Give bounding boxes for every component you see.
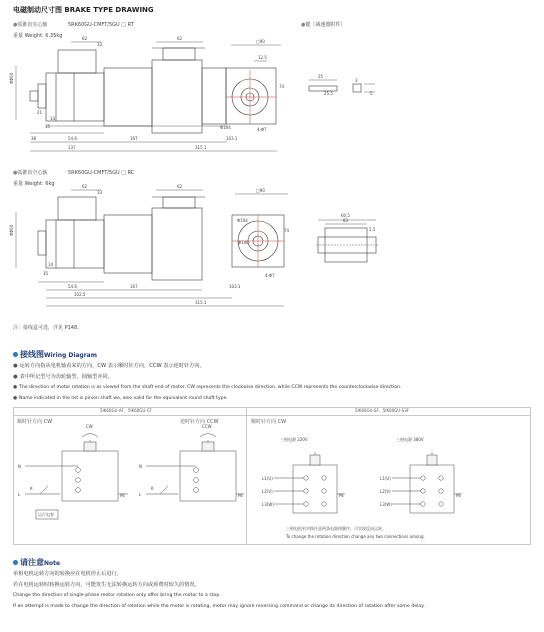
dim2-605: 60.5 bbox=[341, 213, 350, 218]
wiring-table bbox=[13, 407, 531, 545]
dim-phi104: Φ104 bbox=[220, 125, 231, 130]
dim2-14: 14 bbox=[48, 262, 54, 267]
key-dim-25: 25 bbox=[318, 74, 324, 79]
drawing2-weight: 重量 Weight: 6kg bbox=[13, 181, 55, 187]
dim2-1025: 102.5 bbox=[74, 292, 86, 297]
dim2-546: 54.6 bbox=[68, 284, 77, 289]
drawing2-model: 5RK60GU-CMFT/5GU □ RC bbox=[68, 170, 135, 176]
wiring-note-2: ● 表中所记型号为齿轮轴型，圆轴型亦同。 bbox=[13, 374, 113, 380]
term-l: L bbox=[18, 492, 21, 497]
dim2-33: 33 bbox=[97, 190, 103, 195]
wiring-left-header: 5IK60GU-AF、5IK60GU-CF bbox=[100, 408, 152, 413]
dim2-phi60: ΦΦ60 bbox=[9, 224, 14, 236]
caution-line-4: If an attempt is made to change the direction of rotation while the motor is rotating, motor may ignore reversing command or change its direction of rotation after some delay. bbox=[13, 604, 425, 609]
wiring-ccw-label: 逆时针方向 CCW bbox=[180, 419, 219, 425]
key-dim-5: 5 bbox=[370, 91, 373, 96]
dim2-62a: 62 bbox=[82, 184, 88, 189]
drawing1-output-flange bbox=[226, 68, 276, 124]
dim-1031: 103.1 bbox=[226, 136, 238, 141]
drawing2-label: ●弧锥齿空心轴 bbox=[13, 170, 48, 176]
dim-546: 54.6 bbox=[68, 136, 77, 141]
dim2-phi148: Φ148 bbox=[238, 240, 249, 245]
wiring-table-column-divider bbox=[246, 407, 247, 545]
phase-term-l2-380: L2(V) bbox=[380, 489, 391, 494]
term-l-ccw: L bbox=[139, 492, 142, 497]
dim2-74: 74 bbox=[284, 228, 290, 233]
term-n: N bbox=[18, 464, 21, 469]
dim-125: 12.5 bbox=[258, 55, 267, 60]
wiring-note-4: ● Name indicated in the list is pinion shaft we, also valid for the equivalent round shaft type. bbox=[13, 396, 228, 401]
caution-heading: 请注意Note bbox=[13, 559, 60, 567]
pe-ccw: PE bbox=[238, 493, 243, 498]
dim-35: 35 bbox=[45, 124, 51, 129]
dim2-62b: 62 bbox=[177, 184, 183, 189]
drawing1-model: 5RK60GU-CMFT/5GU □ RT bbox=[68, 22, 134, 28]
wiring-right-header: 5IK60GU-SF、5IK60GU-S3F bbox=[355, 408, 410, 413]
section-bullet-icon bbox=[13, 352, 18, 357]
phase-term-l1-380: L1(U) bbox=[380, 476, 391, 481]
three-phase-220-label: 三相电源 220V bbox=[280, 437, 308, 442]
phase-term-l3-380: L3(W) bbox=[380, 502, 392, 507]
dim2-1031: 103.1 bbox=[229, 284, 241, 289]
drawing1-weight: 重量 Weight: 6.35kg bbox=[13, 33, 63, 39]
dim-62b: 62 bbox=[177, 36, 183, 41]
phase-term-l1: L1(U) bbox=[262, 476, 273, 481]
drawing1-brake bbox=[104, 68, 152, 126]
dim-167: 167 bbox=[130, 136, 138, 141]
key-dim-255: 25.5 bbox=[324, 91, 333, 96]
key-dim-3: 3 bbox=[355, 78, 358, 83]
dim-3151: 315.1 bbox=[195, 145, 207, 150]
dim-137: 137 bbox=[68, 145, 76, 150]
pe-220: PE bbox=[339, 493, 344, 498]
junction-box-footnote: 注：接线盒可选，详见 P148。 bbox=[13, 325, 83, 331]
page-title: 电磁制动尺寸图 BRAKE TYPE DRAWING bbox=[13, 6, 154, 14]
dim-90: □90 bbox=[256, 39, 265, 44]
dim2-3151: 315.1 bbox=[195, 300, 207, 305]
phase-swap-note-en: To change the rotation direction change any two connections among. bbox=[286, 534, 425, 539]
term-k-ccw: K bbox=[151, 486, 154, 491]
dim-33: 33 bbox=[97, 42, 103, 47]
caution-line-2: 若在电机运转时转换运转方向，可能发生无法转换运转方向或须费时较久的情况。 bbox=[13, 582, 200, 588]
run-capacitor-label: 运行电容 bbox=[38, 512, 54, 517]
drawing1-label: ●弧锥齿实心轴 bbox=[13, 22, 48, 28]
drawing2-motor-body bbox=[46, 220, 104, 268]
pe-380: PE bbox=[456, 493, 461, 498]
caution-line-3: Change the direction of single-phase motor rotation only after bring the motor to a stop. bbox=[13, 593, 221, 598]
dim2-55: 5.5 bbox=[369, 227, 376, 232]
phase-term-l3: L3(W) bbox=[262, 502, 274, 507]
section-bullet-icon bbox=[13, 560, 18, 565]
phase-term-l2: L2(V) bbox=[262, 489, 273, 494]
drawing2-gearhead bbox=[152, 208, 202, 280]
caution-line-1: 单相电机运转方向的转换应在电机停止后进行。 bbox=[13, 571, 122, 577]
key-accessory-label: ●键（减速器附件） bbox=[301, 22, 346, 28]
wiring-cw-label: 顺时针方向 CW bbox=[17, 419, 53, 425]
dim-14: 14 bbox=[50, 116, 56, 121]
wiring-right-cw-label: 顺时针方向 CW bbox=[251, 419, 287, 425]
wiring-note-3: ● The direction of motor rotation is as viewed from the shaft end of motor. CW represents the clockwise direction, while CCW represents the counterclockwise direction. bbox=[13, 385, 402, 390]
term-n-ccw: N bbox=[139, 464, 142, 469]
dim-62a: 62 bbox=[82, 36, 88, 41]
dim-38: 38 bbox=[31, 136, 37, 141]
pe-left: PE bbox=[120, 493, 125, 498]
dim-74: 74 bbox=[279, 84, 285, 89]
term-k: K bbox=[30, 486, 33, 491]
dim-phi60: ΦΦ60 bbox=[9, 72, 14, 84]
ccw-arrow-label: CCW bbox=[202, 424, 212, 429]
wiring-note-1: ● 运转方向指从电机轴看来的方向。CW 表示顺时针方向，CCW 表示逆时针方向。 bbox=[13, 363, 205, 369]
drawing2-brake bbox=[104, 215, 152, 273]
dim2-4phi: 4-Φ7 bbox=[265, 273, 275, 278]
dim2-83: 83 bbox=[343, 218, 349, 223]
dim-21: 21 bbox=[37, 110, 43, 115]
drawing1-motor-body bbox=[46, 73, 104, 121]
dim-4phi: 4-Φ7 bbox=[257, 127, 267, 132]
dim2-35: 35 bbox=[43, 271, 49, 276]
phase-swap-note-cn: 三相电机若对换任意两条电源线顺序，可实现反向运转。 bbox=[286, 526, 386, 531]
drawing1-gearhead bbox=[152, 60, 202, 133]
three-phase-380-label: 三相电源 380V bbox=[396, 437, 424, 442]
dim2-90: □90 bbox=[256, 188, 265, 193]
wiring-table-divider bbox=[13, 415, 531, 416]
cw-arrow-label: CW bbox=[86, 424, 93, 429]
dim2-phi104: Φ104 bbox=[237, 218, 248, 223]
wiring-heading: 接线图Wiring Diagram bbox=[13, 351, 97, 359]
dim2-167: 167 bbox=[130, 284, 138, 289]
